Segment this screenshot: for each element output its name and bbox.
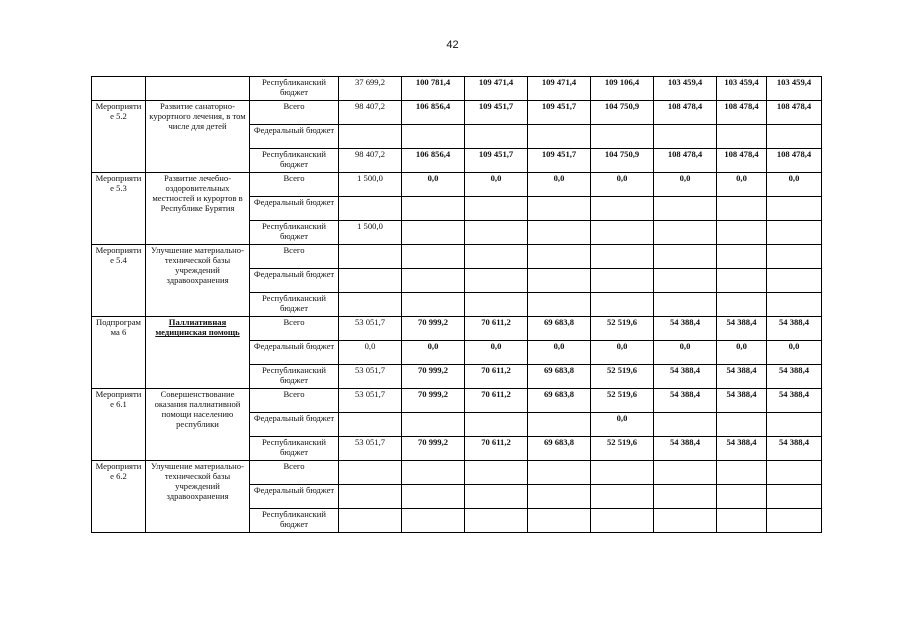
value-cell: 0,0 [402,173,465,197]
funding-source-cell: Федеральный бюджет [250,485,339,509]
page-number: 42 [446,39,459,51]
value-cell [591,509,654,533]
value-cell [339,485,402,509]
value-cell [654,269,717,293]
value-cell [339,197,402,221]
value-cell: 52 519,6 [591,365,654,389]
program-code-cell: Мероприятие 6.1 [92,389,146,461]
value-cell [717,197,767,221]
value-cell [528,461,591,485]
value-cell [767,269,822,293]
budget-table-body [92,77,822,533]
value-cell [339,245,402,269]
value-cell [717,125,767,149]
value-cell: 103 459,4 [767,77,822,101]
funding-source-cell: Республиканский бюджет [250,365,339,389]
value-cell [402,125,465,149]
value-cell: 52 519,6 [591,389,654,413]
value-cell: 53 051,7 [339,317,402,341]
value-cell: 54 388,4 [654,317,717,341]
value-cell [654,125,717,149]
value-cell [767,461,822,485]
budget-table [91,76,822,533]
value-cell: 106 856,4 [402,149,465,173]
value-cell [767,485,822,509]
value-cell: 104 750,9 [591,101,654,125]
value-cell: 0,0 [402,341,465,365]
value-cell: 53 051,7 [339,437,402,461]
value-cell [654,509,717,533]
value-cell: 109 471,4 [465,77,528,101]
value-cell [528,245,591,269]
table-row [92,77,822,101]
funding-source-cell: Республиканский бюджет [250,149,339,173]
value-cell: 0,0 [717,173,767,197]
value-cell [465,245,528,269]
value-cell [402,461,465,485]
value-cell: 53 051,7 [339,365,402,389]
value-cell: 69 683,8 [528,365,591,389]
value-cell: 54 388,4 [717,389,767,413]
value-cell [402,245,465,269]
value-cell [465,413,528,437]
value-cell: 53 051,7 [339,389,402,413]
value-cell: 70 999,2 [402,437,465,461]
value-cell [339,413,402,437]
value-cell [767,197,822,221]
value-cell: 109 451,7 [465,101,528,125]
value-cell: 108 478,4 [717,149,767,173]
value-cell [654,293,717,317]
value-cell: 98 407,2 [339,149,402,173]
value-cell [591,197,654,221]
value-cell: 54 388,4 [767,365,822,389]
funding-source-cell: Всего [250,317,339,341]
value-cell [402,221,465,245]
value-cell [654,413,717,437]
value-cell: 0,0 [767,341,822,365]
value-cell: 108 478,4 [654,101,717,125]
program-code-cell [92,77,146,101]
value-cell: 0,0 [465,341,528,365]
value-cell: 69 683,8 [528,437,591,461]
program-code-cell: Мероприятие 5.3 [92,173,146,245]
funding-source-cell: Федеральный бюджет [250,197,339,221]
value-cell: 70 611,2 [465,437,528,461]
subprogram-name-cell [146,317,250,389]
value-cell: 0,0 [717,341,767,365]
value-cell: 108 478,4 [654,149,717,173]
value-cell: 109 451,7 [528,101,591,125]
value-cell [465,197,528,221]
value-cell [465,221,528,245]
program-name-cell: Развитие лечебно-оздоровительных местностей и курортов в Республике Бурятия [146,173,250,245]
program-name-cell [146,77,250,101]
value-cell [591,125,654,149]
value-cell: 70 611,2 [465,317,528,341]
value-cell: 70 999,2 [402,365,465,389]
funding-source-cell: Всего [250,173,339,197]
value-cell [465,509,528,533]
value-cell: 103 459,4 [717,77,767,101]
value-cell [402,269,465,293]
value-cell [717,509,767,533]
value-cell [528,197,591,221]
value-cell [654,197,717,221]
value-cell: 69 683,8 [528,317,591,341]
table-row [92,317,822,341]
value-cell: 0,0 [339,341,402,365]
value-cell: 54 388,4 [767,389,822,413]
value-cell: 0,0 [465,173,528,197]
value-cell [528,293,591,317]
funding-source-cell: Республиканский бюджет [250,437,339,461]
funding-source-cell: Всего [250,461,339,485]
value-cell [402,485,465,509]
value-cell: 54 388,4 [654,365,717,389]
value-cell: 0,0 [654,173,717,197]
subprogram-title: Паллиативная медицинская помощь [155,317,240,337]
value-cell: 106 856,4 [402,101,465,125]
value-cell: 0,0 [591,173,654,197]
value-cell [528,269,591,293]
value-cell [528,221,591,245]
value-cell [767,245,822,269]
funding-source-cell: Республиканский бюджет [250,77,339,101]
value-cell: 69 683,8 [528,389,591,413]
value-cell: 0,0 [654,341,717,365]
value-cell [339,509,402,533]
value-cell [528,509,591,533]
value-cell: 54 388,4 [767,437,822,461]
value-cell [339,125,402,149]
value-cell: 54 388,4 [654,389,717,413]
value-cell: 54 388,4 [717,437,767,461]
value-cell [591,485,654,509]
value-cell [528,413,591,437]
value-cell: 1 500,0 [339,221,402,245]
value-cell [591,269,654,293]
table-row [92,245,822,269]
funding-source-cell: Федеральный бюджет [250,413,339,437]
funding-source-cell: Федеральный бюджет [250,269,339,293]
value-cell: 54 388,4 [654,437,717,461]
value-cell: 52 519,6 [591,317,654,341]
value-cell [591,221,654,245]
table-row [92,101,822,125]
value-cell: 54 388,4 [717,365,767,389]
value-cell [717,413,767,437]
value-cell: 37 699,2 [339,77,402,101]
value-cell [402,413,465,437]
value-cell: 70 611,2 [465,389,528,413]
value-cell [591,461,654,485]
funding-source-cell: Всего [250,389,339,413]
value-cell [654,221,717,245]
funding-source-cell: Республиканский бюджет [250,509,339,533]
value-cell: 54 388,4 [767,317,822,341]
value-cell [717,245,767,269]
value-cell [717,485,767,509]
funding-source-cell: Всего [250,101,339,125]
value-cell [767,293,822,317]
table-row [92,389,822,413]
value-cell: 0,0 [767,173,822,197]
value-cell [654,485,717,509]
subprogram-code-cell: Подпрограмма 6 [92,317,146,389]
value-cell: 0,0 [591,413,654,437]
value-cell [717,293,767,317]
value-cell [767,221,822,245]
value-cell: 109 106,4 [591,77,654,101]
value-cell: 0,0 [528,173,591,197]
program-name-cell: Улучшение материально-технической базы учреждений здравоохранения [146,461,250,533]
value-cell: 103 459,4 [654,77,717,101]
value-cell: 109 471,4 [528,77,591,101]
value-cell [767,509,822,533]
value-cell [339,293,402,317]
value-cell: 109 451,7 [465,149,528,173]
funding-source-cell: Республиканский бюджет [250,293,339,317]
value-cell: 54 388,4 [717,317,767,341]
value-cell [654,461,717,485]
program-code-cell: Мероприятие 5.4 [92,245,146,317]
value-cell: 109 451,7 [528,149,591,173]
value-cell [465,125,528,149]
value-cell [465,293,528,317]
value-cell: 98 407,2 [339,101,402,125]
value-cell: 70 611,2 [465,365,528,389]
value-cell [465,461,528,485]
table-row [92,461,822,485]
value-cell [767,125,822,149]
value-cell: 100 781,4 [402,77,465,101]
value-cell [717,269,767,293]
value-cell [402,509,465,533]
value-cell [339,269,402,293]
program-code-cell: Мероприятие 6.2 [92,461,146,533]
program-name-cell: Развитие санаторно-курортного лечения, в том числе для детей [146,101,250,173]
value-cell: 70 999,2 [402,317,465,341]
value-cell: 0,0 [591,341,654,365]
value-cell [528,485,591,509]
program-code-cell: Мероприятие 5.2 [92,101,146,173]
funding-source-cell: Федеральный бюджет [250,125,339,149]
value-cell: 104 750,9 [591,149,654,173]
value-cell [465,269,528,293]
value-cell: 108 478,4 [767,101,822,125]
value-cell [402,197,465,221]
value-cell [591,293,654,317]
value-cell [528,125,591,149]
value-cell: 108 478,4 [717,101,767,125]
funding-source-cell: Федеральный бюджет [250,341,339,365]
value-cell [767,413,822,437]
value-cell [717,461,767,485]
funding-source-cell: Всего [250,245,339,269]
table-row [92,173,822,197]
value-cell: 0,0 [528,341,591,365]
value-cell [402,293,465,317]
value-cell [717,221,767,245]
program-name-cell: Улучшение материально-технической базы учреждений здравоохранения [146,245,250,317]
value-cell: 70 999,2 [402,389,465,413]
program-name-cell: Совершенствование оказания паллиативной помощи населению республики [146,389,250,461]
value-cell: 1 500,0 [339,173,402,197]
value-cell [654,245,717,269]
value-cell: 52 519,6 [591,437,654,461]
value-cell [591,245,654,269]
funding-source-cell: Республиканский бюджет [250,221,339,245]
value-cell: 108 478,4 [767,149,822,173]
value-cell [465,485,528,509]
value-cell [339,461,402,485]
